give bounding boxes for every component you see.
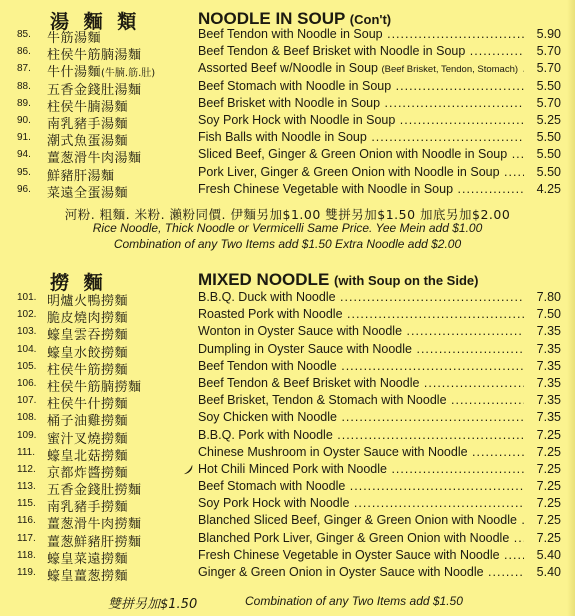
item-name-chinese-main: 柱侯牛筋腩撈麵 xyxy=(47,379,142,395)
item-name-english-main: Roasted Pork with Noodle xyxy=(198,307,343,322)
item-price: 5.70 xyxy=(536,61,561,76)
item-name-english-main: Beef Tendon with Noodle xyxy=(198,358,337,373)
item-price: 7.35 xyxy=(536,410,561,425)
menu-item-row xyxy=(0,27,575,44)
item-name-english-main: Beef Stomach with Noodle in Soup xyxy=(198,78,392,93)
item-name-english-main: Ginger & Green Onion in Oyster Sauce with Noodle xyxy=(198,565,484,579)
item-name-chinese-main: 牛筋湯麵 xyxy=(47,31,102,46)
item-price: 7.35 xyxy=(536,393,561,408)
item-name-chinese xyxy=(47,130,128,149)
item-name-english xyxy=(198,324,524,338)
item-price: 4.25 xyxy=(536,181,561,196)
item-name-chinese-main: 蠔皇水餃撈麵 xyxy=(47,345,129,361)
item-name-chinese xyxy=(47,428,128,447)
item-name-english-main: Fresh Chinese Vegetable in Oyster Sauce with Noodle xyxy=(198,547,500,562)
item-name-chinese-main: 蠔皇北菇撈麵 xyxy=(47,448,129,464)
item-name-english xyxy=(198,307,524,321)
item-name-chinese xyxy=(47,376,142,395)
item-name-english-main: Fresh Chinese Vegetable with Noodle in Soup xyxy=(198,181,454,196)
item-name-english-main: Soy Pork Hock with Noodle xyxy=(198,496,350,511)
item-number: 89. xyxy=(17,97,31,109)
item-name-english-main: Dumpling in Oyster Sauce with Noodle xyxy=(198,341,412,356)
item-name-english xyxy=(198,61,524,75)
item-price: 5.50 xyxy=(536,130,561,145)
item-name-chinese-main: 五香金錢肚湯麵 xyxy=(47,82,142,98)
item-name-chinese xyxy=(47,96,128,115)
menu-item-row xyxy=(0,410,575,430)
item-name-english-main: B.B.Q. Duck with Noodle xyxy=(198,290,336,304)
menu-item-row xyxy=(0,147,575,167)
noodle-in-soup-notes xyxy=(0,205,575,253)
item-name-chinese xyxy=(47,342,128,361)
item-name-english-main: Assorted Beef w/Noodle in Soup xyxy=(198,61,378,76)
item-name-chinese xyxy=(47,79,142,98)
menu-item-row xyxy=(0,113,575,130)
item-price: 5.50 xyxy=(536,164,561,179)
item-name-chinese-main: 鮮豬肝湯麵 xyxy=(47,168,115,184)
item-name-english xyxy=(198,44,524,58)
item-name-chinese xyxy=(47,548,128,567)
menu-item-row xyxy=(0,565,575,582)
page-edge-shadow xyxy=(567,0,575,616)
item-name-chinese-main: 五香金錢肚撈麵 xyxy=(47,483,142,499)
item-name-english xyxy=(198,462,524,476)
section-title-chinese: 湯 麵 類 xyxy=(50,11,141,33)
section-title-english-suffix: (Con't) xyxy=(349,12,392,27)
section-header-mixed-noodle xyxy=(0,268,575,294)
item-name-english xyxy=(198,376,524,390)
item-price: 7.25 xyxy=(536,479,561,494)
section-title-chinese: 撈 麵 xyxy=(50,272,107,294)
mixed-noodle-footer-note xyxy=(0,593,575,611)
section-title-english-main: NOODLE IN SOUP xyxy=(198,9,346,28)
item-name-chinese xyxy=(47,513,142,532)
item-name-english xyxy=(198,531,524,545)
section-title-english xyxy=(198,270,478,290)
menu-item-row xyxy=(0,462,575,479)
item-name-english-main: Soy Pork Hock with Noodle in Soup xyxy=(198,112,396,127)
item-name-english xyxy=(198,96,524,110)
item-name-chinese xyxy=(47,565,128,584)
item-name-chinese xyxy=(47,359,128,378)
item-number: 90. xyxy=(17,114,31,126)
item-name-english-main: Beef Tendon & Beef Brisket with Noodle in Soup xyxy=(198,44,466,59)
item-name-english-main: Beef Tendon & Beef Brisket with Noodle xyxy=(198,375,420,390)
item-number: 107. xyxy=(17,395,37,407)
item-name-chinese xyxy=(47,113,128,132)
item-name-chinese xyxy=(47,445,128,464)
item-number: 104. xyxy=(17,343,37,355)
item-price: 7.35 xyxy=(536,341,561,356)
item-price: 7.25 xyxy=(536,461,561,476)
item-price: 5.50 xyxy=(536,147,561,162)
item-name-chinese-main: 薑葱滑牛肉湯麵 xyxy=(47,151,142,167)
item-name-english-main: Beef Brisket, Tendon & Stomach with Noodle xyxy=(198,393,447,408)
item-price: 7.25 xyxy=(536,427,561,442)
note-english-line-2: Combination of any Two Items add $1.50 Extra Noodle add $2.00 xyxy=(113,237,462,251)
menu-item-row xyxy=(0,182,575,199)
item-name-chinese-main: 薑葱鮮豬肝撈麵 xyxy=(47,534,142,550)
item-name-chinese-main: 柱侯牛什撈麵 xyxy=(47,397,129,413)
item-name-english xyxy=(198,496,524,510)
section-title-english-suffix: (with Soup on the Side) xyxy=(334,273,479,288)
item-name-english xyxy=(198,428,524,442)
item-price: 7.25 xyxy=(536,513,561,528)
item-name-chinese-main: 柱侯牛腩湯麵 xyxy=(47,99,129,115)
item-name-chinese-main: 蠔皇菜遠撈麵 xyxy=(47,551,129,567)
menu-item-row xyxy=(0,130,575,150)
item-name-english xyxy=(198,359,524,373)
item-name-english xyxy=(198,147,524,161)
item-name-english xyxy=(198,290,524,304)
item-number: 109. xyxy=(17,429,37,441)
item-name-chinese xyxy=(47,165,115,184)
item-name-english-main: Soy Chicken with Noodle xyxy=(198,410,337,425)
item-name-chinese-main: 柱侯牛筋腩湯麵 xyxy=(47,48,142,64)
item-name-chinese-main: 蠔皇薑葱撈麵 xyxy=(47,569,129,584)
item-price: 7.25 xyxy=(536,444,561,459)
item-name-chinese-main: 牛什湯麵 xyxy=(47,65,102,81)
item-number: 112. xyxy=(17,463,36,475)
item-number: 88. xyxy=(17,80,31,92)
item-number: 87. xyxy=(17,63,31,75)
item-name-chinese-main: 蜜汁叉燒撈麵 xyxy=(47,431,129,447)
menu-item-row xyxy=(0,479,575,499)
item-price: 5.90 xyxy=(536,27,561,41)
item-name-english xyxy=(198,342,524,356)
menu-item-row xyxy=(0,165,575,182)
item-name-english-main: Wonton in Oyster Sauce with Noodle xyxy=(198,324,403,339)
item-name-chinese-main: 柱侯牛筋撈麵 xyxy=(47,362,129,378)
item-number: 91. xyxy=(17,132,31,144)
section-header-noodle-in-soup xyxy=(0,7,575,33)
item-name-chinese xyxy=(47,462,128,481)
menu-item-row xyxy=(0,531,575,548)
note-chinese: 河粉. 粗麵. 米粉. 瀨粉同價. 伊麵另加$1.00 雙拼另加$1.50 加底另加$2.00 xyxy=(64,207,511,222)
item-price: 5.40 xyxy=(536,565,561,579)
item-number: 86. xyxy=(17,46,31,58)
item-name-english xyxy=(198,513,524,527)
section-title-english xyxy=(198,9,391,29)
item-name-english xyxy=(198,165,524,179)
item-name-english-note: (Beef Brisket, Tendon, Stomach) xyxy=(381,64,519,76)
item-name-english-main: Hot Chili Minced Pork with Noodle xyxy=(198,461,387,476)
item-price: 7.25 xyxy=(536,496,561,511)
item-name-english-main: Fish Balls with Noodle in Soup xyxy=(198,130,367,145)
item-name-english-main: Chinese Mushroom in Oyster Sauce with Noodle xyxy=(198,444,468,459)
item-number: 117. xyxy=(17,532,36,544)
item-name-english xyxy=(198,445,524,459)
item-price: 5.70 xyxy=(536,44,561,59)
item-price: 7.35 xyxy=(536,375,561,390)
item-name-english xyxy=(198,479,524,493)
item-name-chinese xyxy=(47,182,128,201)
menu-item-row xyxy=(0,496,575,516)
item-number: 108. xyxy=(17,412,37,424)
item-number: 119. xyxy=(17,567,36,578)
item-number: 95. xyxy=(17,166,31,178)
item-number: 111. xyxy=(17,446,35,458)
item-name-chinese xyxy=(47,147,142,166)
item-number: 113. xyxy=(17,481,36,493)
menu-item-row xyxy=(0,548,575,565)
menu-item-row xyxy=(0,44,575,64)
item-name-english-main: Blanched Sliced Beef, Ginger & Green Onion with Noodle xyxy=(198,513,517,528)
item-number: 94. xyxy=(17,149,31,161)
item-name-chinese xyxy=(47,410,128,429)
menu-item-row xyxy=(0,324,575,344)
item-price: 5.50 xyxy=(536,78,561,93)
item-name-chinese xyxy=(47,479,142,498)
item-name-english-main: Beef Brisket with Noodle in Soup xyxy=(198,95,381,110)
item-price: 7.35 xyxy=(536,324,561,339)
item-name-chinese xyxy=(47,27,101,46)
item-name-chinese xyxy=(47,496,128,515)
item-name-chinese xyxy=(47,393,128,412)
item-name-chinese-main: 薑葱滑牛肉撈麵 xyxy=(47,517,142,533)
menu-item-row xyxy=(0,290,575,307)
item-name-chinese-note: (牛腩.筋.肚) xyxy=(101,68,156,80)
item-name-english-main: Blanched Pork Liver, Ginger & Green Onion with Noodle xyxy=(198,530,510,545)
item-name-english-main: Pork Liver, Ginger & Green Onion with Noodle in Soup xyxy=(198,164,500,179)
item-number: 105. xyxy=(17,360,37,372)
menu-item-row xyxy=(0,513,575,533)
item-number: 103. xyxy=(17,326,37,338)
item-name-chinese-main: 京都炸醬撈麵 xyxy=(47,465,129,481)
item-number: 116. xyxy=(17,515,36,527)
item-name-english xyxy=(198,393,524,407)
item-name-english xyxy=(198,410,524,424)
item-price: 7.35 xyxy=(536,358,561,373)
section-title-english-main: MIXED NOODLE xyxy=(198,270,330,289)
item-name-english-main: B.B.Q. Pork with Noodle xyxy=(198,427,333,442)
item-price: 7.25 xyxy=(536,530,561,545)
item-name-english xyxy=(198,130,524,144)
menu-item-row xyxy=(0,359,575,376)
item-price: 5.25 xyxy=(536,112,561,127)
menu-item-row xyxy=(0,96,575,113)
item-name-chinese xyxy=(47,290,128,309)
item-name-english xyxy=(198,548,524,562)
item-name-english xyxy=(198,565,524,579)
footer-note-english: Combination of any Two Items add $1.50 xyxy=(245,594,463,608)
item-name-chinese-main: 菜遠全蛋湯麵 xyxy=(47,185,129,201)
item-name-chinese xyxy=(47,61,155,80)
item-price: 5.40 xyxy=(536,547,561,562)
item-price: 5.70 xyxy=(536,95,561,110)
item-name-chinese-main: 蠔皇雲吞撈麵 xyxy=(47,328,129,344)
item-number: 102. xyxy=(17,309,37,321)
item-name-english-main: Beef Stomach with Noodle xyxy=(198,479,346,494)
mixed-noodle-list xyxy=(0,290,575,582)
item-name-english xyxy=(198,113,524,127)
item-name-chinese xyxy=(47,324,128,343)
item-price: 7.80 xyxy=(536,290,561,304)
item-name-chinese-main: 脆皮燒肉撈麵 xyxy=(47,311,129,327)
menu-item-row xyxy=(0,61,575,81)
item-name-chinese-main: 南乳豬手撈麵 xyxy=(47,500,129,516)
item-name-english xyxy=(198,27,524,41)
noodle-in-soup-list xyxy=(0,27,575,199)
item-name-chinese xyxy=(47,44,142,63)
chili-pepper-icon xyxy=(183,464,194,475)
item-number: 85. xyxy=(17,29,31,40)
item-price: 7.50 xyxy=(536,307,561,322)
item-name-english xyxy=(198,79,524,93)
menu-item-row xyxy=(0,342,575,359)
item-name-chinese-main: 南乳豬手湯麵 xyxy=(47,116,129,132)
item-name-english-main: Sliced Beef, Ginger & Green Onion with Noodle in Soup xyxy=(198,147,508,162)
menu-item-row xyxy=(0,376,575,393)
item-name-chinese-main: 桶子油雞撈麵 xyxy=(47,414,129,430)
menu-item-row xyxy=(0,393,575,413)
item-name-chinese-main: 潮式魚蛋湯麵 xyxy=(47,134,129,150)
item-name-chinese xyxy=(47,307,128,326)
item-number: 106. xyxy=(17,377,37,389)
menu-item-row xyxy=(0,79,575,96)
footer-note-chinese: 雙拼另加$1.50 xyxy=(108,597,198,612)
item-name-chinese-main: 明爐火鴨撈麵 xyxy=(47,294,129,309)
item-number: 101. xyxy=(17,292,37,303)
item-number: 96. xyxy=(17,183,31,195)
menu-item-row xyxy=(0,307,575,327)
item-name-english xyxy=(198,182,524,196)
menu-item-row xyxy=(0,428,575,445)
note-english-line-1: Rice Noodle, Thick Noodle or Vermicelli Same Price. Yee Mein add $1.00 xyxy=(92,221,483,235)
item-name-chinese xyxy=(47,531,142,550)
item-name-english-main: Beef Tendon with Noodle in Soup xyxy=(198,27,383,41)
menu-item-row xyxy=(0,445,575,462)
item-number: 115. xyxy=(17,498,36,510)
item-number: 118. xyxy=(17,549,36,561)
